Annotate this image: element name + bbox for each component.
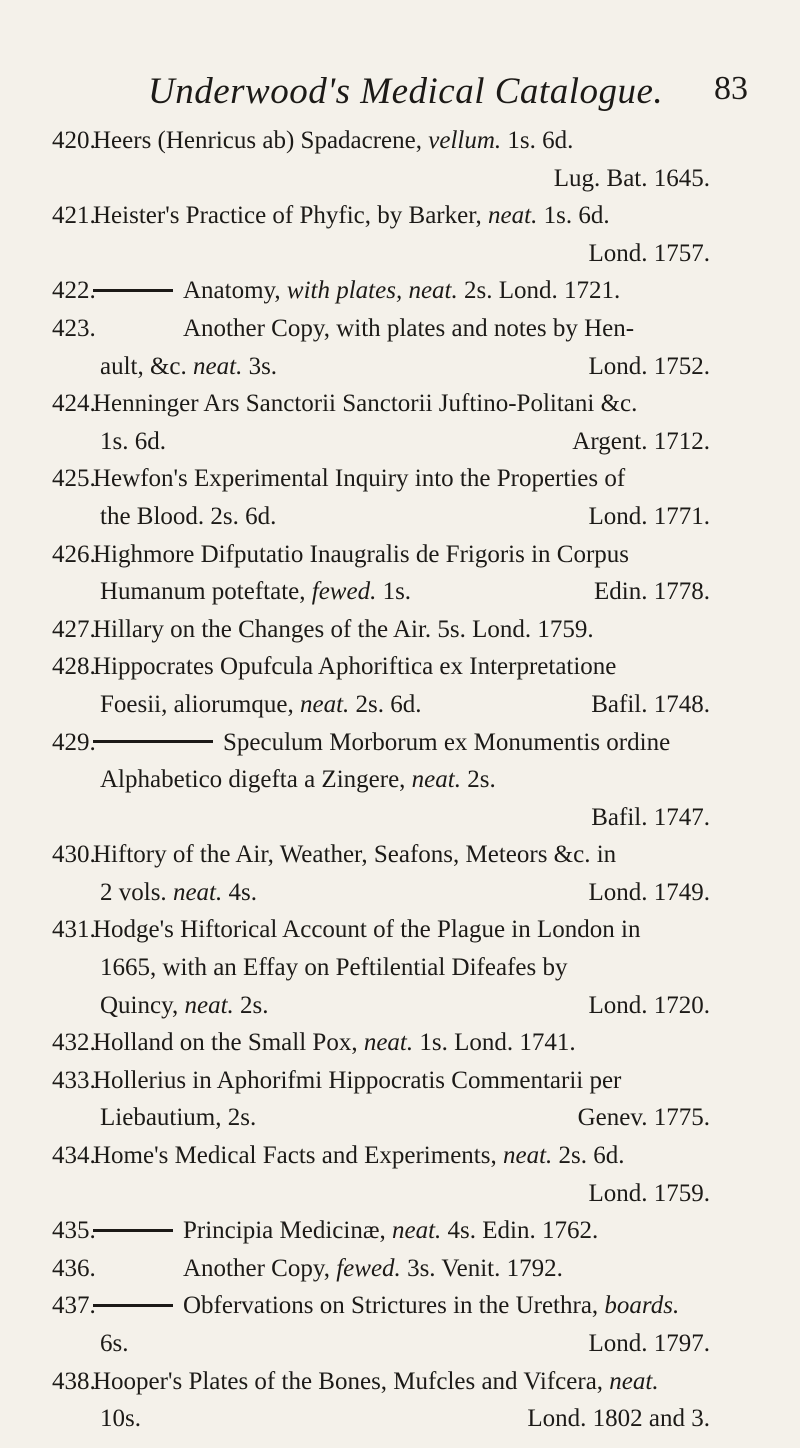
- ditto-dash: [93, 1229, 173, 1232]
- catalogue-entry-432: [0, 1024, 800, 1062]
- entry-number: 430.: [52, 841, 96, 869]
- entry-text: Hiftory of the Air, Weather, Seafons, Meteors &c. in: [93, 841, 617, 869]
- entry-number: 434.: [52, 1142, 96, 1170]
- entry-number: 421.: [52, 202, 96, 230]
- entry-price: 2s. Lond. 1721.: [464, 277, 621, 305]
- entry-number: 422.: [52, 277, 96, 305]
- entry-text: Holland on the Small Pox,: [93, 1029, 358, 1057]
- entry-number: 431.: [52, 916, 96, 944]
- entry-price: 3s.: [248, 352, 278, 380]
- catalogue-entry-429: [0, 724, 800, 762]
- entry-price: 2s.: [240, 991, 269, 1019]
- entry-text: Principia Medicinæ,: [183, 1217, 386, 1245]
- entry-imprint: Lond. 1757.: [588, 239, 710, 267]
- catalogue-entry-434: [0, 1137, 800, 1175]
- entry-number: 424.: [52, 390, 96, 418]
- catalogue-entry-437: [0, 1287, 800, 1325]
- catalogue-entry-427: [0, 611, 800, 649]
- binding-note: neat.: [411, 766, 461, 794]
- entry-number: 420.: [52, 127, 96, 154]
- entry-text: Speculum Morborum ex Monumentis ordine: [223, 728, 671, 756]
- binding-note: neat.: [502, 1142, 553, 1170]
- entry-text: Hodge's Hiftorical Account of the Plague in London in: [93, 916, 641, 944]
- entry-imprint: Lond. 1771.: [588, 502, 710, 530]
- binding-note: neat.: [609, 1367, 659, 1395]
- entry-price: 4s. Edin. 1762.: [447, 1217, 599, 1245]
- entry-text: Another Copy,: [183, 1254, 330, 1282]
- entry-imprint: Lond. 1720.: [588, 991, 710, 1019]
- entry-number: 435.: [52, 1217, 96, 1245]
- entry-price: 3s. Venit. 1792.: [407, 1254, 563, 1282]
- entry-text: Heers (Henricus ab) Spadacrene,: [93, 127, 423, 154]
- catalogue-entry-435: [0, 1212, 800, 1250]
- entry-price: 10s.: [100, 1405, 141, 1433]
- catalogue-entry-436: [0, 1250, 800, 1288]
- entry-number: 426.: [52, 540, 96, 568]
- entry-text: Highmore Difputatio Inaugralis de Frigoris in Corpus: [93, 540, 630, 568]
- entry-number: 433.: [52, 1066, 96, 1094]
- entry-text: Heister's Practice of Phyfic, by Barker,: [93, 202, 482, 230]
- catalogue-entry-430: [0, 836, 800, 874]
- entry-text: Another Copy, with plates and notes by Hen-: [183, 314, 635, 342]
- binding-note: neat.: [193, 352, 243, 380]
- page-number: 83: [714, 70, 748, 107]
- entry-number: 425.: [52, 465, 96, 493]
- entry-imprint: Genev. 1775.: [577, 1104, 710, 1132]
- entry-text: Obfervations on Strictures in the Urethra,: [183, 1292, 599, 1320]
- binding-note: neat.: [392, 1217, 442, 1245]
- entry-price: 2s.: [467, 766, 496, 794]
- entry-number: 423.: [52, 314, 96, 342]
- entry-price: 2s. 6d.: [558, 1142, 625, 1170]
- catalogue-entry-421: [0, 197, 800, 235]
- binding-note: neat.: [363, 1029, 414, 1057]
- entry-text: Hollerius in Aphorifmi Hippocratis Commentarii per: [93, 1066, 622, 1094]
- entry-number: 438.: [52, 1367, 96, 1395]
- entry-text: Hewfon's Experimental Inquiry into the Properties of: [93, 465, 626, 493]
- entry-imprint: Lond. 1797.: [588, 1330, 710, 1357]
- catalogue-entry-423: [0, 310, 800, 348]
- ditto-dash: [93, 740, 213, 743]
- entry-text: Home's Medical Facts and Experiments,: [93, 1142, 497, 1170]
- entry-text: Hippocrates Opufcula Aphoriftica ex Interpretatione: [93, 653, 617, 681]
- entry-number: 428.: [52, 653, 96, 681]
- entry-price: 1s.: [382, 578, 412, 606]
- entry-price: 1s. 6d.: [543, 202, 610, 230]
- entry-text: Hillary on the Changes of the Air. 5s. Lond. 1759.: [93, 615, 594, 643]
- catalogue-entry-422: [0, 272, 800, 310]
- page-header: [0, 70, 800, 120]
- entry-imprint: Bafil. 1747.: [591, 803, 710, 831]
- entry-number: 427.: [52, 615, 96, 643]
- entry-imprint: Lond. 1759.: [588, 1179, 710, 1207]
- entry-number: 436.: [52, 1254, 96, 1282]
- entry-imprint: Argent. 1712.: [572, 427, 710, 455]
- catalogue-entry-425: [0, 460, 800, 498]
- entry-imprint: Edin. 1778.: [594, 578, 710, 606]
- entry-price: 1s. 6d.: [507, 127, 574, 154]
- catalogue-entry-438: [0, 1363, 800, 1401]
- binding-note: boards.: [604, 1292, 680, 1320]
- catalogue-entry-426: [0, 536, 800, 574]
- binding-note: neat.: [299, 690, 350, 718]
- binding-note: vellum.: [428, 127, 502, 154]
- catalogue-entry-431: [0, 911, 800, 949]
- entry-price: 2s. 6d.: [355, 690, 422, 718]
- binding-note: neat.: [172, 878, 223, 906]
- entry-number: 429.: [52, 728, 96, 756]
- entry-text: Hooper's Plates of the Bones, Mufcles and Vifcera,: [93, 1367, 604, 1395]
- entry-number: 437.: [52, 1292, 96, 1320]
- entry-imprint: Bafil. 1748.: [591, 690, 710, 718]
- entry-imprint: Lug. Bat. 1645.: [553, 164, 710, 192]
- catalogue-entry-424: [0, 385, 800, 423]
- catalogue-entry-433: [0, 1062, 800, 1100]
- binding-note: neat.: [184, 991, 234, 1019]
- entry-imprint: Lond. 1749.: [588, 878, 710, 906]
- ditto-dash: [93, 289, 173, 292]
- catalogue-entry-428: [0, 648, 800, 686]
- binding-note: with plates, neat.: [286, 277, 458, 305]
- entry-imprint: Lond. 1752.: [588, 352, 710, 380]
- binding-note: fewed.: [336, 1254, 401, 1282]
- entry-imprint: Lond. 1802 and 3.: [527, 1405, 710, 1433]
- binding-note: fewed.: [311, 578, 377, 606]
- catalogue-entries: 420. Heers (Henricus ab) Spadacrene, vellum. 1s. 6d. Lug. Bat. 1645. 421. Heister's Practice of Phyfic, by Barker, neat. 1s. 6d. Lond. 1757. 422. Anatomy, with plates, neat. 2s. Lond. 1721. 423. Another Copy, with plates and notes by Hen- ault, &c. neat. 3s. Lond. 1752. 424. Henninger Ars Sanctorii Sanctorii Juftino-Politani &c. 1s. 6d. Argent. 1712. 425. Hewfon's Experimental Inquiry into the Properties of the Blood. 2s. 6d. Lond. 1771. 426. Highmore Difputatio Inaugralis de Frigoris in Corpus Humanum poteftate, fewed. 1s. Edin. 1778. 427. Hillary on the Changes of the Air. 5s. Lond. 1759. 428. Hippocrates Opufcula Aphoriftica ex Interpretatione Foesii, aliorumque, neat. 2s. 6d. Bafil. 1748. 429. Speculum Morborum ex Monumentis ordine Alphabetico digefta a Zingere, neat. 2s. Bafil. 1747. 430. Hiftory of the Air, Weather, Seafons, Meteors &c. in 2 vols. neat. 4s. Lond. 1749. 431. Hodge's Hiftorical Account of the Plague in London in 1665, with an Effay on Peftilential Difeafes by Quincy, neat. 2s. Lond. 1720. 432. Holland on the Small Pox, neat. 1s. Lond. 1741. 433. Hollerius in Aphorifmi Hippocratis Commentarii per Liebautium, 2s. Genev. 1775. 434. Home's Medical Facts and Experiments, neat. 2s. 6d. Lond. 1759. 435. Principia Medicinæ, neat. 4s. Edin. 1762. 436. Another Copy, fewed. 3s. Venit. 1792. 437. Obfervations on Strictures in the Urethra, boards. 6s. Lond. 1797. 438. Hooper's Plates of the Bones, Mufcles and Vifcera, neat. 10s. Lond. 1802 and 3.: [0, 122, 800, 1438]
- entry-price: 1s. Lond. 1741.: [419, 1029, 576, 1057]
- ditto-dash: [93, 1304, 173, 1307]
- entry-text: Anatomy,: [183, 277, 281, 305]
- entry-number: 432.: [52, 1029, 96, 1057]
- entry-price: 4s.: [228, 878, 257, 906]
- entry-price: 6s.: [100, 1330, 129, 1357]
- catalogue-entry-420: [0, 122, 800, 160]
- running-title: Underwood's Medical Catalogue.: [148, 71, 664, 112]
- entry-price: 1s. 6d.: [100, 427, 166, 455]
- binding-note: neat.: [488, 202, 538, 230]
- entry-text: Henninger Ars Sanctorii Sanctorii Juftino-Politani &c.: [93, 390, 638, 418]
